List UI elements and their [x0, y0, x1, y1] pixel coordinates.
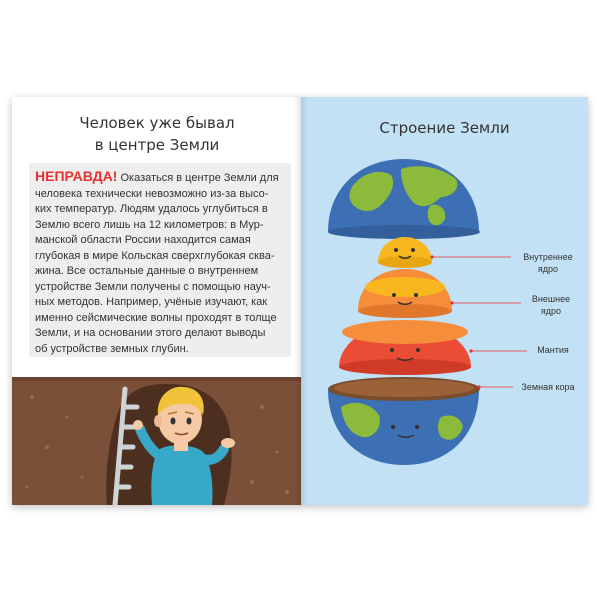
fact-line: Земли, и на основании этого делают выводы — [35, 327, 266, 339]
fact-line: ных методов. Например, учёные изучают, как — [35, 296, 268, 308]
fact-line: об устройстве земных глубин. — [35, 342, 189, 355]
inner-core — [378, 237, 432, 268]
label-outer-core-line-2: ядро — [540, 306, 562, 316]
label-inner-core-line-1: Внутреннее — [523, 252, 573, 262]
earth-bottom-crust — [328, 377, 480, 465]
left-title-line-1: Человек уже бывал — [79, 114, 235, 132]
label-mantle: Мантия — [537, 345, 569, 355]
fact-line-text: Оказаться в центре Земли для — [117, 172, 279, 184]
soil-surface — [12, 377, 301, 381]
mantle — [339, 320, 471, 375]
right-page — [301, 97, 588, 505]
fact-line: манской области России находится самая — [35, 234, 251, 246]
label-outer-core — [521, 293, 581, 317]
left-page — [12, 97, 301, 505]
fact-line: устройстве Земли получены с помощью науч- — [35, 280, 271, 293]
label-crust: Земная кора — [521, 382, 575, 392]
outer-core — [358, 269, 452, 318]
label-inner-core-line-2: ядро — [537, 264, 559, 274]
fact-line — [35, 169, 287, 187]
fact-box — [29, 163, 291, 357]
label-inner-core — [515, 251, 581, 275]
fact-line: глубокая в мире Кольская сверхглубокая сква- — [35, 249, 275, 262]
label-outer-core-line-1: Внешнее — [531, 294, 571, 304]
fact-line: Землю всего лишь на 12 километров: в Мур- — [35, 218, 264, 231]
fact-text — [35, 169, 287, 357]
false-label: НЕПРАВДА! — [35, 168, 118, 184]
left-page-title — [32, 112, 282, 156]
fact-line: жина. Все остальные данные о внутреннем — [35, 265, 259, 277]
fact-line: человека технически невозможно из-за высо- — [35, 187, 269, 200]
right-page-title: Строение Земли — [379, 119, 510, 137]
book-spread — [12, 97, 588, 505]
fact-line: ких температур. Людям удалось углубиться в — [35, 203, 268, 215]
earth-top-cap — [328, 159, 480, 239]
left-title-line-2: в центре Земли — [94, 136, 220, 154]
fact-line: именно сейсмические волны проходят в толще — [35, 311, 277, 324]
boy-underground-illustration — [12, 377, 301, 505]
